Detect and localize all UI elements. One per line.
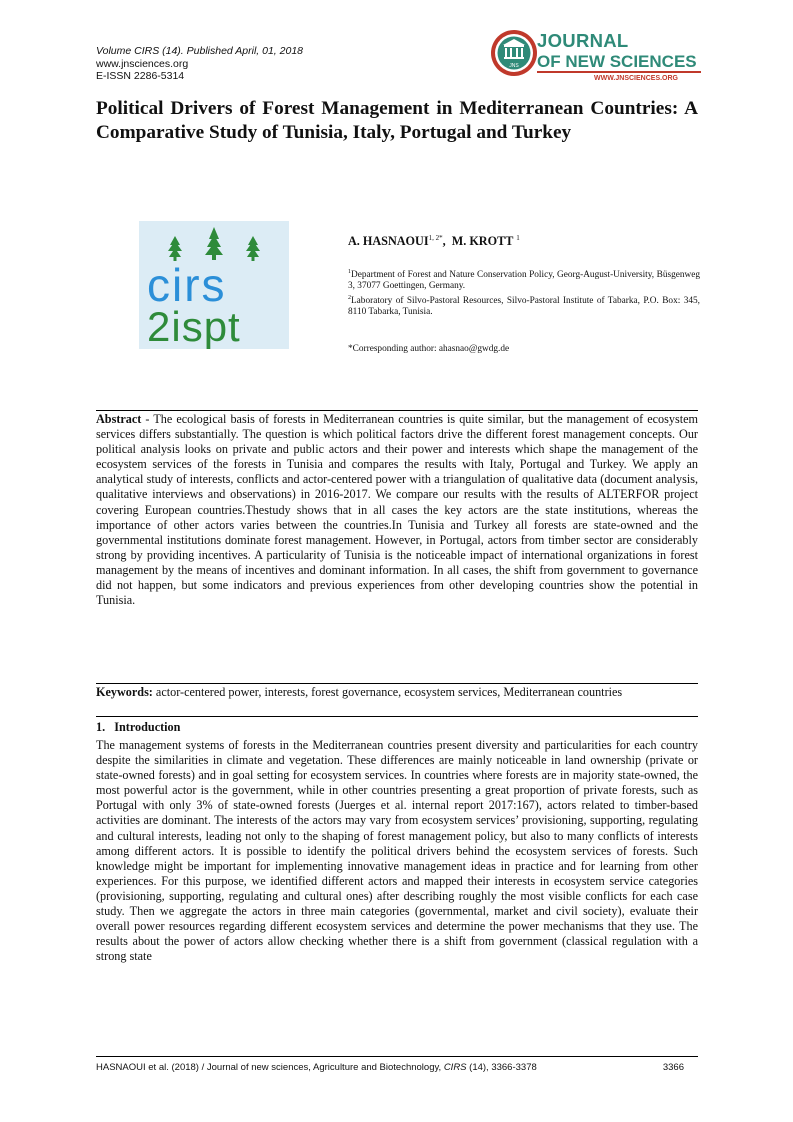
- journal-seal-icon: [489, 28, 539, 78]
- seal-text: JNS: [509, 63, 519, 69]
- page-number: 3366: [662, 1062, 684, 1073]
- keywords-top-rule: [96, 683, 698, 684]
- journal-logo-line2: OF NEW SCIENCES: [537, 52, 697, 71]
- journal-logo-line1: JOURNAL: [537, 30, 629, 51]
- authors: [348, 234, 520, 249]
- journal-logo-url[interactable]: WWW.JNSCIENCES.ORG: [594, 75, 679, 82]
- footer-rule: [96, 1056, 698, 1057]
- journal-meta: [96, 45, 303, 83]
- author-separator: ,: [442, 234, 452, 249]
- conference-logo-line1: cirs: [147, 259, 227, 311]
- affiliation-1-sup: 1: [348, 269, 351, 275]
- issn: E-ISSN 2286-5314: [96, 70, 185, 82]
- author-2-sup: 1: [516, 234, 520, 242]
- affiliation-2: [348, 293, 700, 319]
- website[interactable]: www.jnsciences.org: [96, 57, 189, 70]
- author-1: A. HASNAOUI: [348, 234, 429, 249]
- footer-citation-start: HASNAOUI et al. (2018) / Journal of new sciences, Agriculture and Biotechnology,: [96, 1062, 444, 1073]
- introduction-heading: 1. Introduction: [96, 720, 181, 734]
- journal-logo-bar: [537, 71, 701, 73]
- affiliation-1-text: Department of Forest and Nature Conservation Policy, Georg-August-University, Büsgenweg 3, 37077 Goettingen, Germany.: [348, 270, 700, 292]
- keywords-bottom-rule: [96, 716, 698, 717]
- footer-citation-italic: CIRS: [443, 1062, 467, 1073]
- abstract-text: - The ecological basis of forests in Mediterranean countries is quite similar, but the management of ecosystem services differs substantially. The question is which political factors drive the different forest management concepts. Our political analysis looks on private and public actors and their power and interests which shape the management of the ecosystem services of the forests in Tunisia and compares the results with Italy, Portugal and Turkey. We apply an analytical study of interests, conflicts and actor-centered power with a triangulation of qualitative data (document analysis, qualitative interviews and observations) in 2016-2017. We compare our results with the results of ALTERFOR project covering European countries.Thestudy shows that in all cases the key actors are the state institutions, whereas the importance of other actors varies between the countries.In Tunisia and Turkey all forests are state-owned and the governmental institutions dominate forest management. However, in Portugal, actors from timber sector are considerably strong by providing incentives. A particularity of Tunisia is the noticeable impact of international organizations in forest management by the means of incentives and dominant information. In all cases, the shift from government to governance did not happen, but some indicators and previous experiences from other developing countries show the potential in Tunisia.: [96, 412, 698, 608]
- author-2: M. KROTT: [451, 234, 514, 249]
- author-1-sup: 1, 2*: [428, 234, 443, 242]
- affiliation-2-text: Laboratory of Silvo-Pastoral Resources, Silvo-Pastoral Institute of Tabarka, P.O. Box: 345, 8110 Tabarka, Tunisia.: [348, 295, 700, 318]
- abstract-top-rule: [96, 410, 698, 411]
- volume-line: Volume CIRS (14). Published April, 01, 2018: [96, 45, 303, 57]
- affiliation-2-sup: 2: [348, 294, 351, 301]
- keywords: [96, 685, 698, 700]
- footer: [96, 1062, 698, 1073]
- paper-title: Political Drivers of Forest Management in Mediterranean Countries: A Comparative Study of Tunisia, Italy, Portugal and Turkey: [96, 98, 698, 143]
- introduction-paragraph: The management systems of forests in the Mediterranean countries present diversity and particularities for each country despite the similarities in climate and vegetation. These differences are mainly noticeable in land ownership (private or state-owned forests) and in goal setting for ecosystem services. In countries where forests are in majority state-owned, the most powerful actor is the government, while in other countries presenting a great proportion of private forests, such as Portugal with only 3% of state-owned forests (Juerges et al. internal report 2017:167), actors related to timber-based activities are dominant. The interests of the actors may vary from ecosystem services’ provisioning, supporting, regulating and cultural interests, leading not only to the shaping of forest management policy, but also to many conflicts of interests among different actors. It is possible to identify the political drivers behind the ecosystem services of forests. Such knowledge might be important for implementing innovative management ideas in practice and for learning from other experiences. For this purpose, we identified different actors and mapped their interests in ecosystem service categories (provisioning, supporting, regulating and cultural ones) after describing roughly the most visible conflicts for each case study. Then we aggregate the actors in three main categories (governmental, market and civil society), evaluate their overall power resources regarding different ecosystem services and determine the power mechanisms that they use. The results about the power of actors allow checking whether there is a shift from government (classical regulation with a strong state: [96, 738, 698, 964]
- affiliation-1: [348, 267, 700, 293]
- conference-logo-line2: 2ispt: [147, 303, 241, 349]
- abstract: [96, 412, 698, 608]
- abstract-label: Abstract: [96, 412, 142, 426]
- corresponding-author: *Corresponding author: ahasnao@gwdg.de: [348, 344, 510, 354]
- keywords-text: actor-centered power, interests, forest governance, ecosystem services, Mediterranean countries: [152, 685, 623, 699]
- keywords-label: Keywords:: [96, 685, 153, 699]
- affiliations: [348, 267, 700, 318]
- footer-citation-end: (14), 3366-3378: [466, 1062, 537, 1073]
- conference-logo: [139, 221, 289, 349]
- introduction-text: [96, 738, 698, 964]
